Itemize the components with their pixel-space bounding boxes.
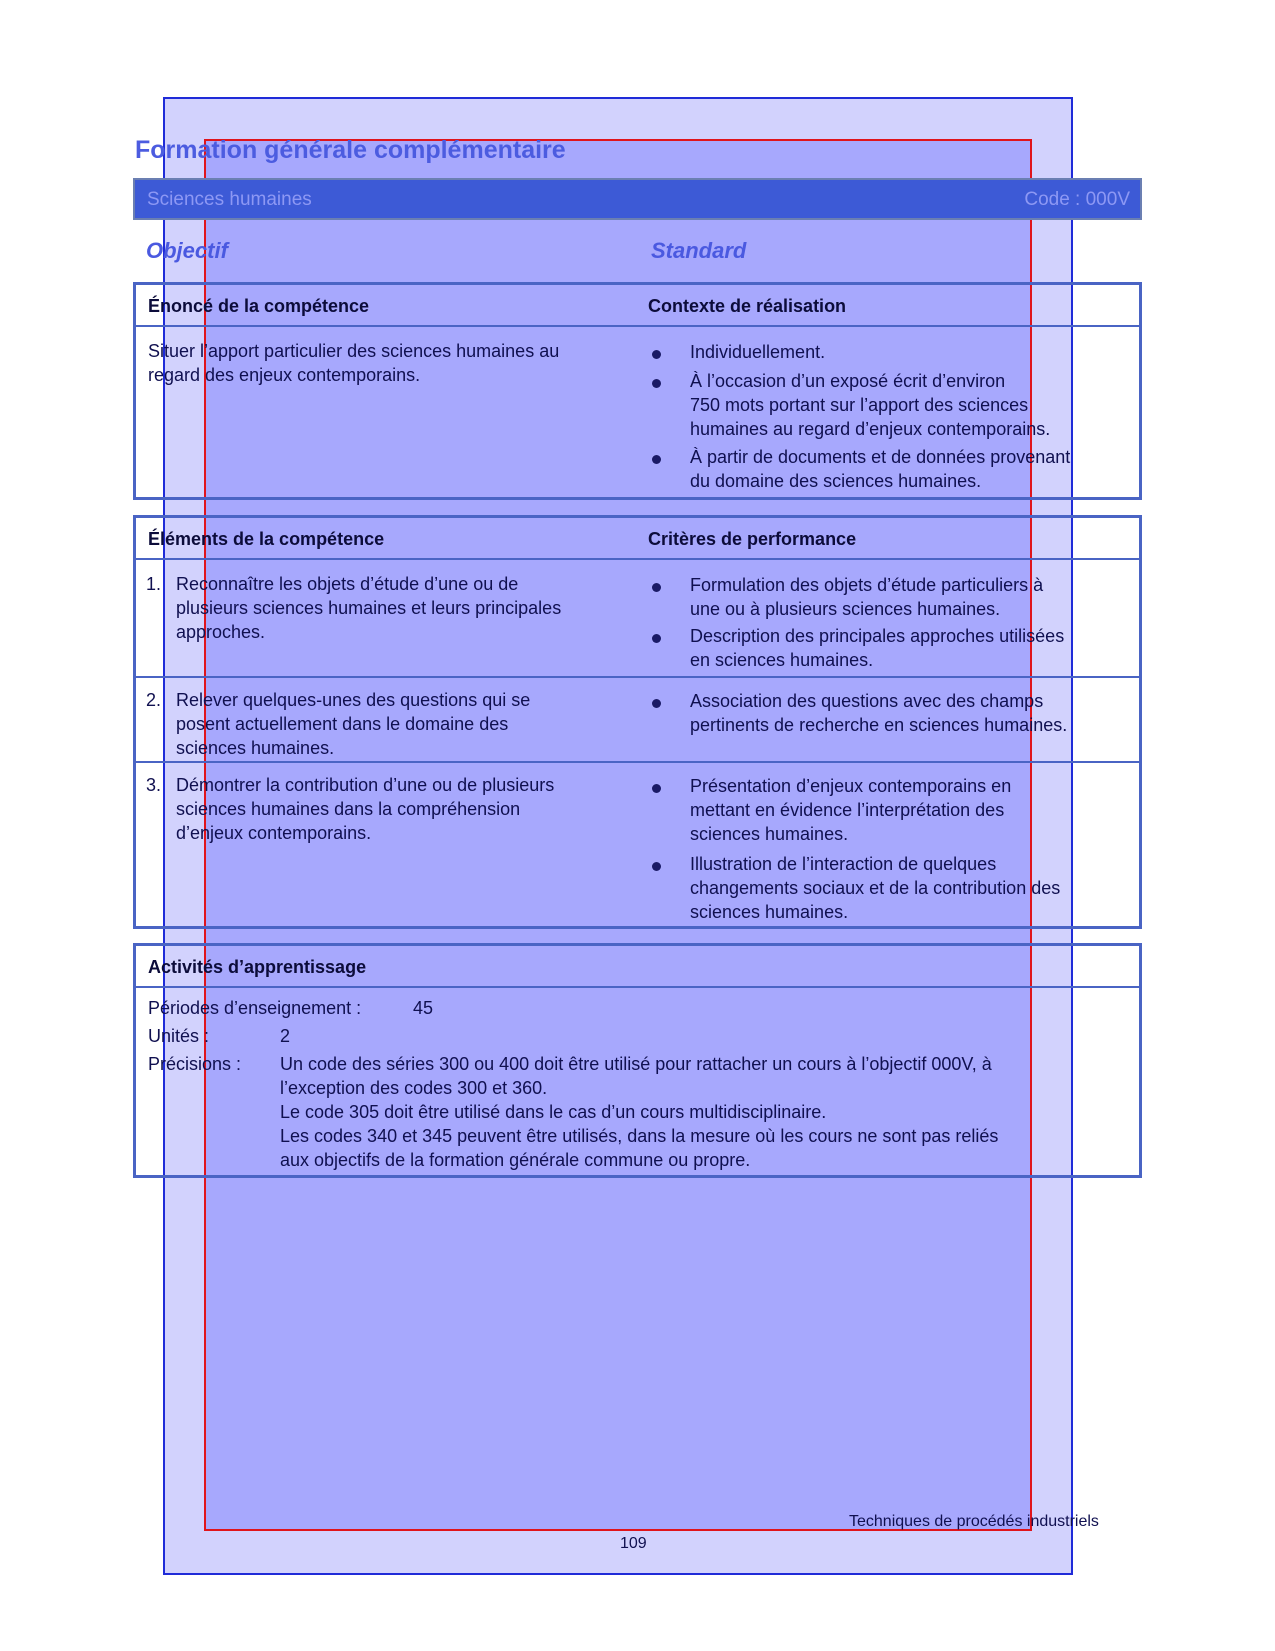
subject-name: Sciences humaines	[147, 189, 312, 210]
units-label: Unités :	[148, 1026, 210, 1046]
competence-box-header	[136, 285, 1139, 327]
criterion-line: sciences humaines.	[690, 902, 849, 922]
footer-program: Techniques de procédés industriels	[849, 1513, 1099, 1530]
criterion	[690, 573, 1043, 621]
element-line: Reconnaître les objets d’étude d’une ou de	[176, 574, 519, 594]
subject-bar	[133, 178, 1142, 220]
bullet-icon	[652, 350, 661, 359]
element-line: d’enjeux contemporains.	[176, 823, 372, 843]
context-line: du domaine des sciences humaines.	[690, 471, 982, 491]
elements-box	[133, 515, 1142, 929]
statement-line: Situer l’apport particulier des sciences humaines au	[148, 341, 560, 361]
element-number: 2.	[146, 690, 162, 710]
activities-header: Activités d’apprentissage	[148, 957, 367, 977]
criterion-line: Illustration de l’interaction de quelques	[690, 854, 997, 874]
precision-line: aux objectifs de la formation générale commune ou propre.	[280, 1150, 751, 1170]
criterion	[690, 852, 1060, 924]
criterion	[690, 774, 1011, 846]
bullet-icon	[652, 699, 661, 708]
statement-line: regard des enjeux contemporains.	[148, 365, 421, 385]
row-divider	[136, 676, 1139, 678]
element-text	[176, 688, 530, 760]
element-text	[176, 572, 561, 644]
criterion-line: Présentation d’enjeux contemporains en	[690, 776, 1012, 796]
context-line: À partir de documents et de données provenant	[690, 447, 1071, 467]
element-line: posent actuellement dans le domaine des	[176, 714, 509, 734]
criterion-line: sciences humaines.	[690, 824, 849, 844]
element-line: approches.	[176, 622, 266, 642]
page-number: 109	[620, 1535, 647, 1552]
page-title: Formation générale complémentaire	[135, 136, 566, 164]
activities-box-header	[136, 946, 1139, 988]
objective-heading: Objectif	[146, 238, 228, 263]
standard-heading: Standard	[651, 238, 747, 263]
periods-value: 45	[413, 998, 434, 1018]
bullet-icon	[652, 455, 661, 464]
criterion-line: pertinents de recherche en sciences humaines.	[690, 715, 1068, 735]
bullet-icon	[652, 862, 661, 871]
criterion-line: une ou à plusieurs sciences humaines.	[690, 599, 1001, 619]
criterion-line: changements sociaux et de la contribution des	[690, 878, 1061, 898]
criterion-line: Formulation des objets d’étude particuliers à	[690, 575, 1044, 595]
precision-line: Le code 305 doit être utilisé dans le cas d’un cours multidisciplinaire.	[280, 1102, 827, 1122]
element-line: plusieurs sciences humaines et leurs principales	[176, 598, 562, 618]
element-number: 1.	[146, 574, 162, 594]
element-line: sciences humaines.	[176, 738, 335, 758]
bullet-icon	[652, 583, 661, 592]
elements-box-header	[136, 518, 1139, 560]
context-line: 750 mots portant sur l’apport des sciences	[690, 395, 1029, 415]
precision-line: l’exception des codes 300 et 360.	[280, 1078, 548, 1098]
objective-code: Code : 000V	[1024, 189, 1130, 210]
statement-header: Énoncé de la compétence	[148, 296, 370, 316]
units-value: 2	[280, 1026, 291, 1046]
bullet-icon	[652, 634, 661, 643]
context-line: Individuellement.	[690, 342, 826, 362]
criterion	[690, 624, 1064, 672]
element-text	[176, 773, 554, 845]
competence-statement	[148, 339, 559, 387]
context-bullet	[690, 369, 1050, 441]
elements-header: Éléments de la compétence	[148, 529, 385, 549]
bullet-icon	[652, 379, 661, 388]
element-line: Relever quelques-unes des questions qui se	[176, 690, 531, 710]
criterion-line: mettant en évidence l’interprétation des	[690, 800, 1005, 820]
bullet-icon	[652, 784, 661, 793]
row-divider	[136, 761, 1139, 763]
criterion-line: Description des principales approches utilisées	[690, 626, 1065, 646]
context-header: Contexte de réalisation	[648, 296, 847, 316]
criterion-line: en sciences humaines.	[690, 650, 874, 670]
competence-box	[133, 282, 1142, 500]
precisions-text	[280, 1052, 998, 1172]
precisions-label: Précisions :	[148, 1054, 242, 1074]
element-line: Démontrer la contribution d’une ou de plusieurs	[176, 775, 555, 795]
periods-label: Périodes d’enseignement :	[148, 998, 362, 1018]
criteria-header: Critères de performance	[648, 529, 857, 549]
criterion-line: Association des questions avec des champs	[690, 691, 1044, 711]
precision-line: Un code des séries 300 ou 400 doit être utilisé pour rattacher un cours à l’objectif 000V, à	[280, 1054, 992, 1074]
criterion	[690, 689, 1067, 737]
context-bullet	[690, 445, 1070, 493]
element-line: sciences humaines dans la compréhension	[176, 799, 521, 819]
context-line: humaines au regard d’enjeux contemporains.	[690, 419, 1051, 439]
element-number: 3.	[146, 775, 162, 795]
context-line: À l’occasion d’un exposé écrit d’environ	[690, 371, 1006, 391]
activities-box	[133, 943, 1142, 1178]
precision-line: Les codes 340 et 345 peuvent être utilisés, dans la mesure où les cours ne sont pas reliés	[280, 1126, 999, 1146]
context-bullet	[690, 340, 825, 364]
